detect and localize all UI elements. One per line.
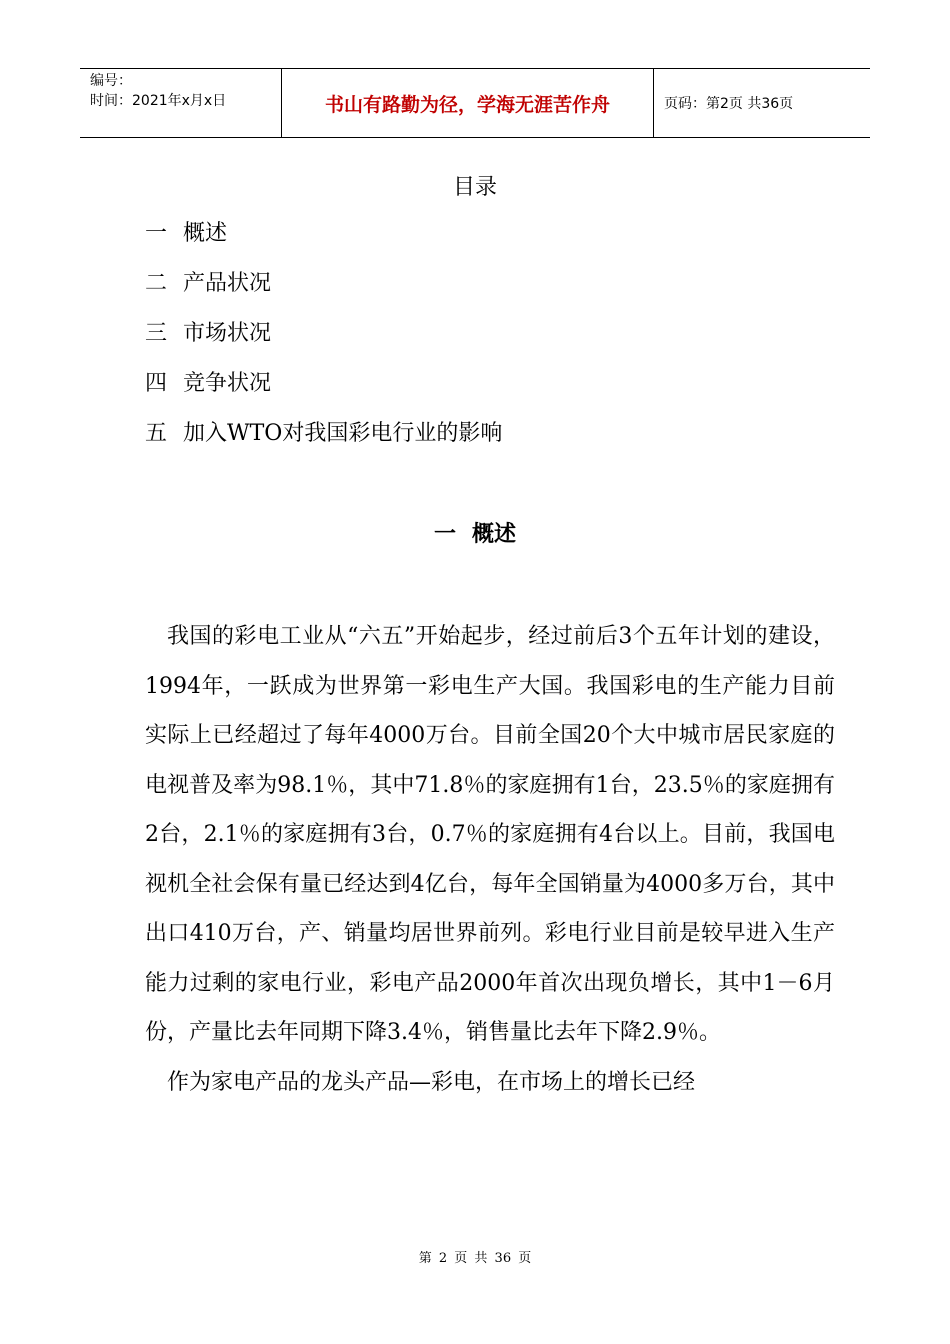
toc-item xyxy=(145,268,502,318)
section-title-text: 概述 xyxy=(472,521,517,547)
document-time-label: 时间：2021年x月x日 xyxy=(90,93,227,109)
document-number-label: 编号： xyxy=(90,73,132,89)
header-page-cell xyxy=(654,69,870,137)
header-motto-cell xyxy=(282,69,654,137)
toc-item xyxy=(145,418,502,468)
section-heading xyxy=(0,517,950,548)
toc-item xyxy=(145,218,502,268)
toc-item-label: 竞争状况 xyxy=(183,371,272,396)
table-of-contents xyxy=(145,218,502,468)
toc-item-label: 概述 xyxy=(183,221,228,246)
toc-item-number: 五 xyxy=(145,421,168,446)
toc-item-number: 三 xyxy=(145,321,168,346)
body-paragraph: 我国的彩电工业从“六五”开始起步，经过前后3个五年计划的建设， 1994年，一跃成为世界第一彩电生产大国。我国彩电的生产能力目前实际上已经超过了每年4000万台。目前全国20个大中城市居民家庭的电视普及率为98.1％，其中71.8％的家庭拥有1台，23.5％的家庭拥有2台，2.1％的家庭拥有3台，0.7％的家庭拥有4台以上。目前，我国电视机全社会保有量已经达到4亿台，每年全国销量为4000多万台，其中出口410万台，产、销量均居世界前列。彩电行业目前是较早进入生产能力过剩的家电行业，彩电产品2000年首次出现负增长，其中1－6月份，产量比去年同期下降3.4％，销售量比去年下降2.9％。 xyxy=(145,624,835,1045)
toc-item-label: 市场状况 xyxy=(183,321,272,346)
toc-item xyxy=(145,368,502,418)
header-page-info: 页码：第2页 共36页 xyxy=(664,96,794,112)
toc-item-label: 加入WTO对我国彩电行业的影响 xyxy=(183,421,503,446)
page-footer: 第 2 页 共 36 页 xyxy=(418,1251,532,1266)
header-motto: 书山有路勤为径，学海无涯苦作舟 xyxy=(324,93,610,116)
toc-item-number: 四 xyxy=(145,371,168,396)
header-meta xyxy=(80,69,282,137)
page-header xyxy=(80,68,870,138)
toc-item-label: 产品状况 xyxy=(183,271,272,296)
body-paragraph: 作为家电产品的龙头产品—彩电，在市场上的增长已经 xyxy=(167,1069,696,1095)
toc-item-number: 一 xyxy=(145,221,168,246)
section-body xyxy=(145,612,835,1107)
toc-title: 目录 xyxy=(452,175,497,200)
toc-item xyxy=(145,318,502,368)
toc-item-number: 二 xyxy=(145,271,168,296)
section-number: 一 xyxy=(433,521,456,547)
